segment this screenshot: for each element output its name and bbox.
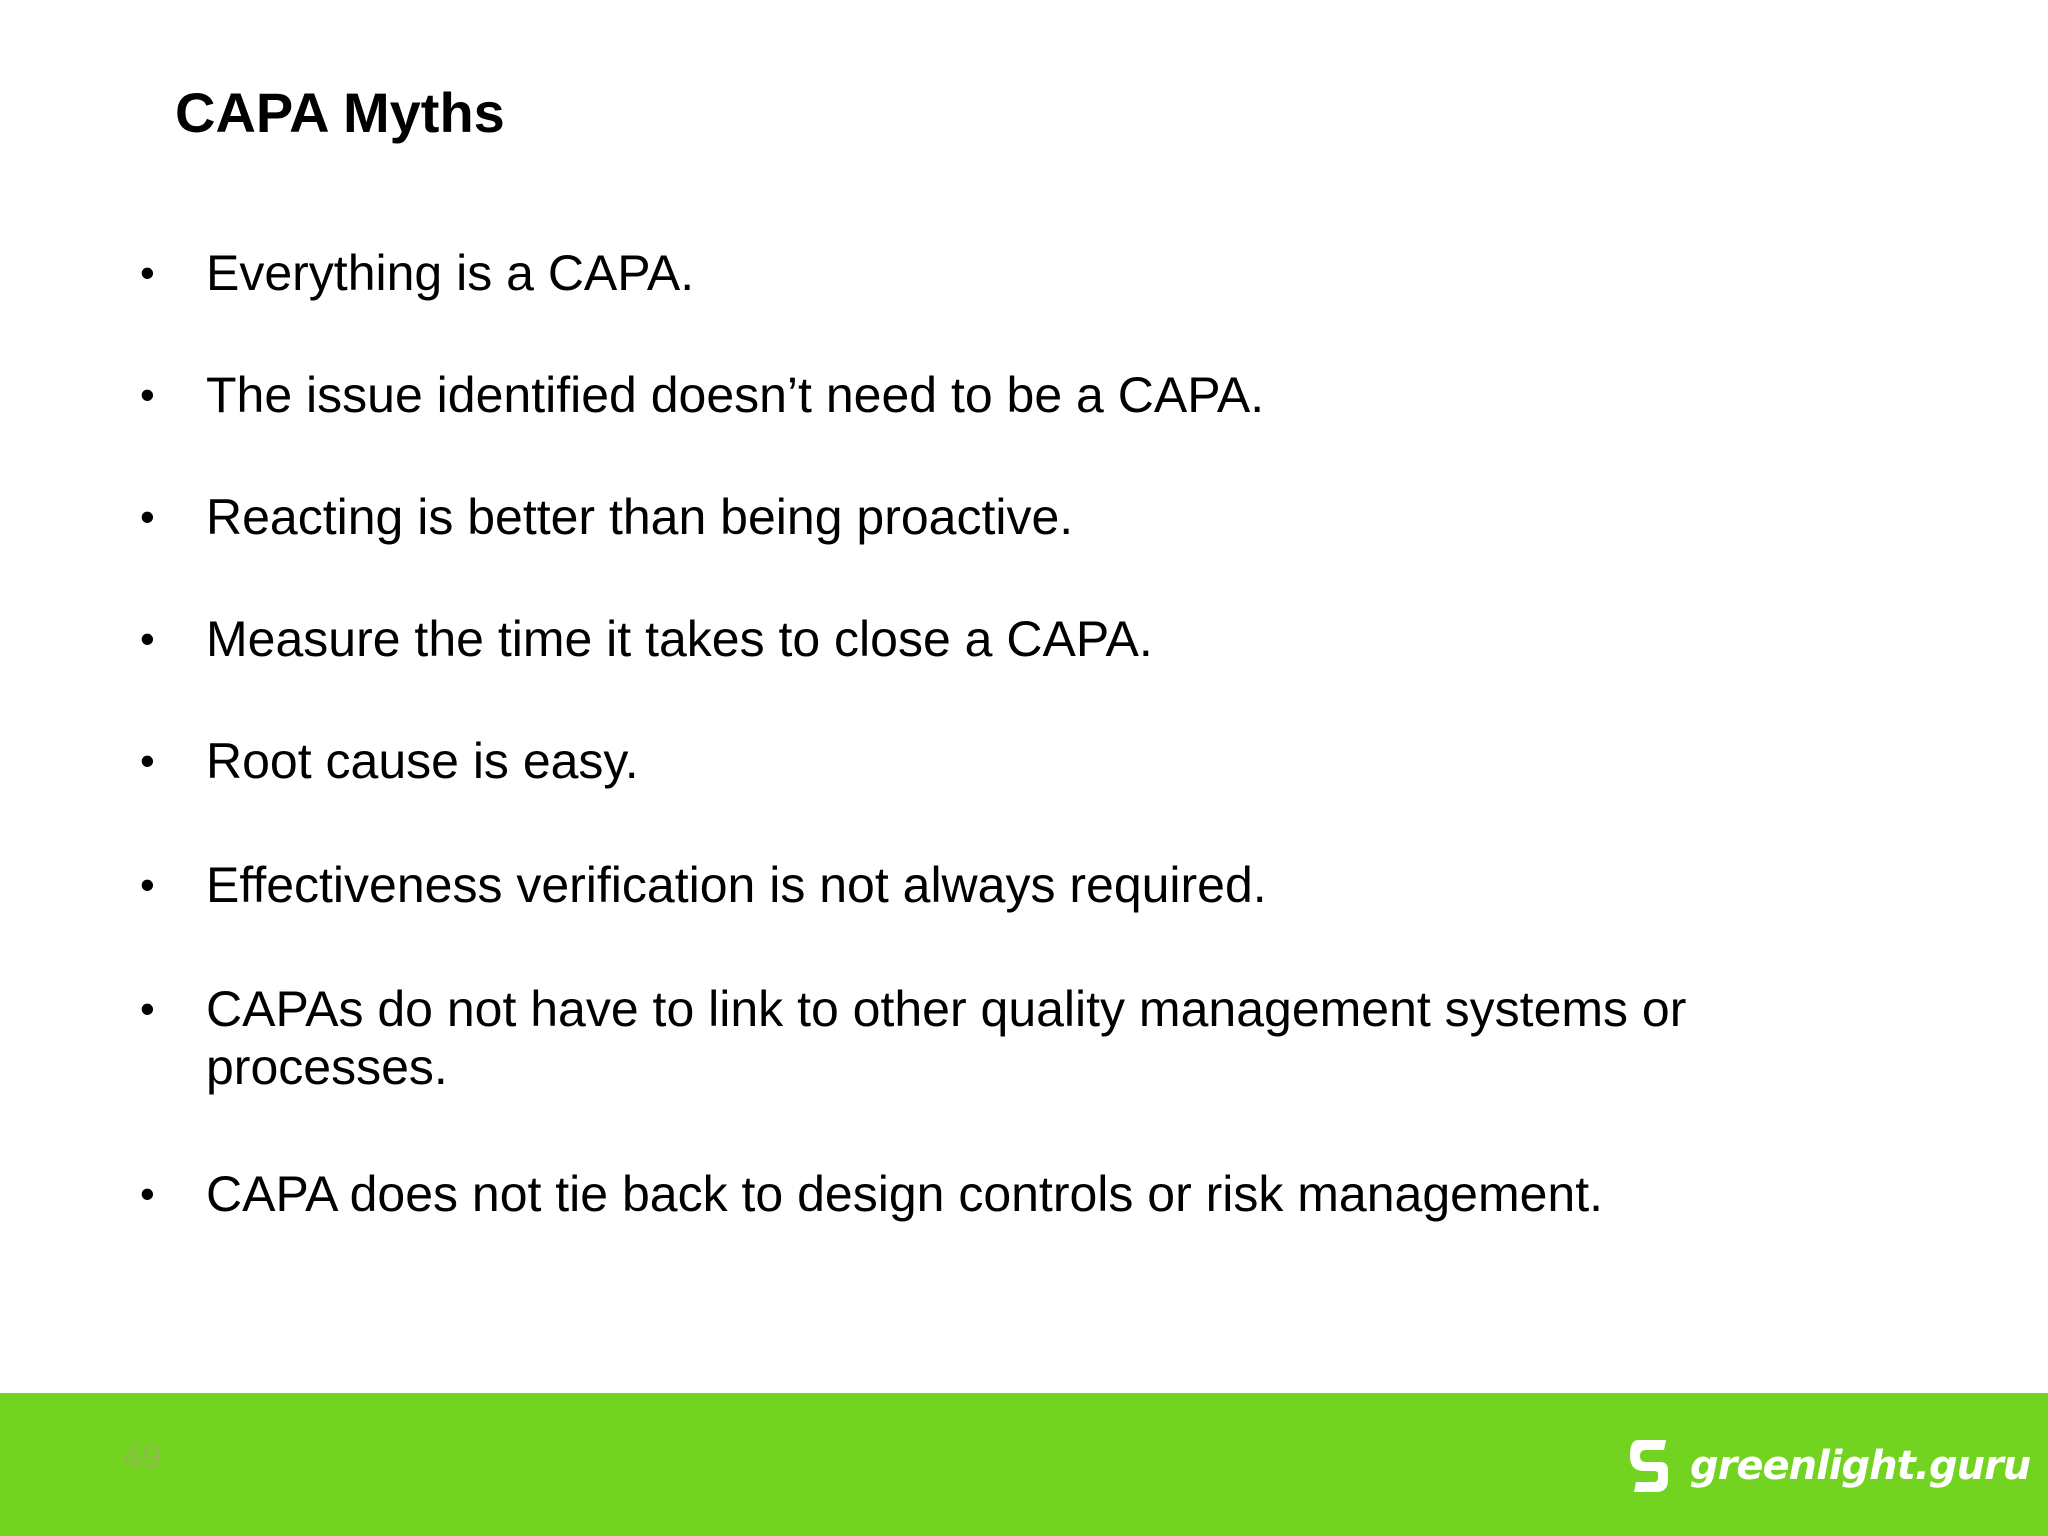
bullet-text: Measure the time it takes to close a CAPA. — [206, 611, 1153, 667]
bullet-icon: • — [140, 371, 155, 418]
footer-bar — [0, 1393, 2048, 1536]
bullet-text: Reacting is better than being proactive. — [206, 489, 1074, 545]
bullet-text: Effectiveness verification is not always required. — [206, 857, 1267, 913]
bullet-icon: • — [140, 493, 155, 540]
bullet-icon: • — [140, 249, 155, 296]
bullet-icon: • — [140, 985, 155, 1032]
page-number: 49 — [123, 1438, 161, 1476]
slide-title: CAPA Myths — [175, 81, 505, 144]
bullet-text: Root cause is easy. — [206, 733, 639, 789]
bullet-icon: • — [140, 737, 155, 784]
logo-text: greenlight.guru — [1690, 1443, 2031, 1489]
bullet-icon: • — [140, 861, 155, 908]
bullet-text: CAPA does not tie back to design controls or risk management. — [206, 1166, 1604, 1222]
bullet-text: The issue identified doesn’t need to be a CAPA. — [206, 367, 1265, 423]
greenlight-guru-logo-icon — [1628, 1436, 1674, 1496]
bullet-text: CAPAs do not have to link to other quality management systems or processes. — [206, 981, 1687, 1095]
bullet-icon: • — [140, 1170, 155, 1217]
bullet-text: Everything is a CAPA. — [206, 245, 695, 301]
greenlight-guru-logo — [1628, 1435, 2030, 1497]
bullet-icon: • — [140, 615, 155, 662]
